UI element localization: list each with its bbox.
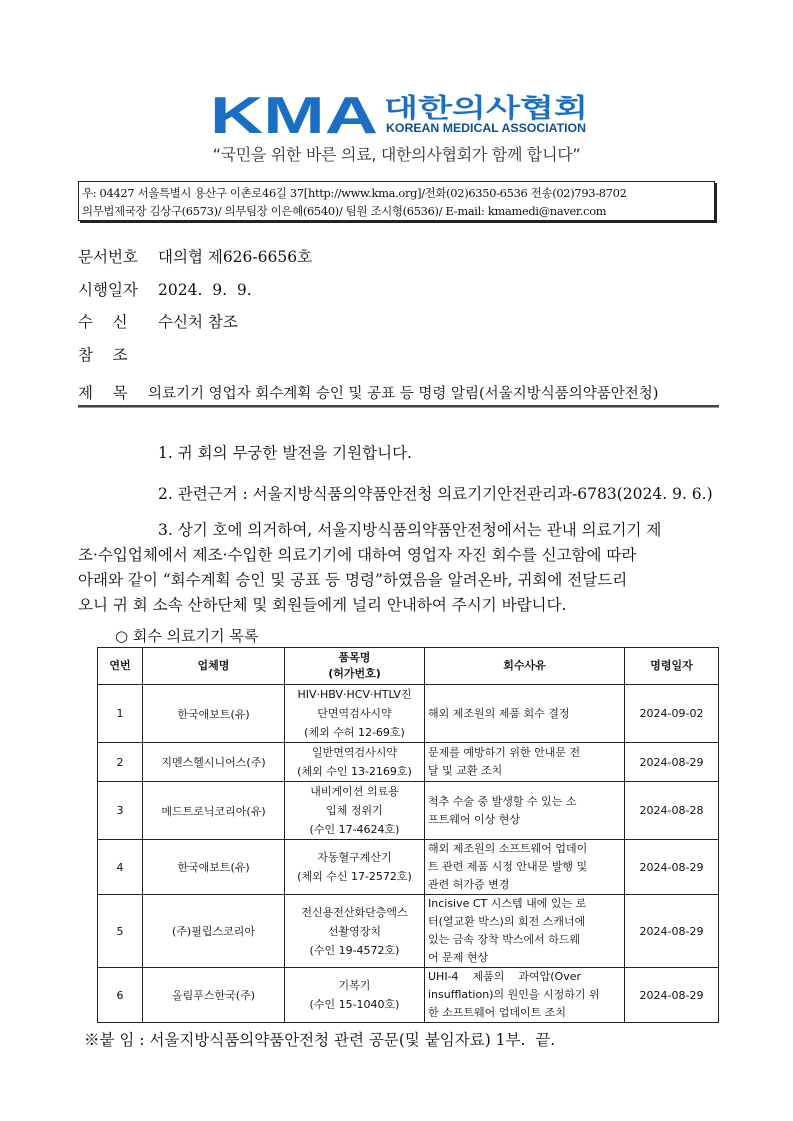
product-line: 선촬영장치 [327,924,382,938]
subject: 의료기기 영업자 회수계획 승인 및 공표 등 명령 알림(서울지방식품의약품안전청) [148,386,659,402]
table-row [98,685,719,743]
cell-no: 3 [98,782,143,840]
cell-no: 6 [98,968,143,1023]
reason-line: 트 관련 제품 시정 안내문 발행 및 [428,860,588,873]
cell-company: 한국애보트(유) [143,840,285,895]
doc-number-row [78,245,312,267]
table-row [98,743,719,782]
paragraph-3-line: 오니 귀 회 소속 산하단체 및 회원들에게 널리 안내하여 주시기 바랍니다. [78,596,567,614]
cc-row [78,343,158,365]
cell-date: 2024-08-29 [625,968,719,1023]
date: 2024. 9. 9. [158,281,252,299]
cell-product [285,685,425,743]
attachment-note: ※붙 임 : 서울지방식품의약품안전청 관련 공문(및 붙임자료) 1부. 끝. [84,1031,556,1049]
reason-line: 해외 제조원의 소프트웨어 업데이 [428,842,588,855]
cell-company: 한국애보트(유) [143,685,285,743]
logo-korean: 대한의사협회 [384,94,535,124]
table-row [98,840,719,895]
product-line: 일반면역검사시약 [311,746,397,759]
reason-line: Incisive CT 시스템 내에 있는 로 [428,897,587,910]
reason-line: 터(열교환 박스)의 회전 스캐너에 [428,915,586,928]
recipient: 수신처 참조 [158,313,238,331]
kma-logo [210,91,590,135]
header-date: 명령일자 [625,648,719,685]
cell-reason [425,840,625,895]
header-company: 업체명 [143,648,285,685]
cell-no: 4 [98,840,143,895]
product-line: (수인 19-4572호) [309,943,400,957]
reason-line: 한 소프트웨어 업데이트 조치 [428,1006,567,1019]
reason-line: 관련 허가증 변경 [428,878,510,891]
slogan: “국민을 위한 바른 의료, 대한의사협회가 함께 합니다” [212,145,581,164]
reason-line: insufflation)의 원인을 시정하기 위 [428,988,600,1001]
product-line: 단면역검사시약 [317,707,392,720]
reason-line: 프트웨어 이상 현상 [428,812,521,826]
reason-line: UHI-4 제품의 과여압(Over [428,970,582,983]
address-box [78,181,715,221]
paragraph-3-line: 아래와 같이 “회수계획 승인 및 공표 등 명령”하였음을 알려온바, 귀회에 전달드리 [78,571,628,589]
cell-product [285,895,425,968]
cell-product [285,782,425,840]
subject-row [78,381,658,403]
cell-date: 2024-09-02 [625,685,719,743]
reason-line: 있는 금속 장착 박스에서 하드웨 [428,933,581,946]
header-product [285,648,425,685]
table-row [98,968,719,1023]
product-line: (체외 수신 17-2572호) [297,870,412,883]
cell-reason [425,782,625,840]
header-product-name: 품목명 [338,651,371,664]
product-line: (수인 15-1040호) [309,998,400,1011]
header-no: 연번 [98,648,143,685]
table-header-row [98,648,719,685]
cell-product [285,840,425,895]
product-line: 전신용전산화단층엑스 [301,905,408,919]
cell-company: (주)필립스코리아 [143,895,285,968]
product-line: (수인 17-4624호) [309,823,400,836]
paragraph-3-line: 조·수입업체에서 제조·수입한 의료기기에 대하여 영업자 자진 회수를 신고함에 따라 [78,546,637,564]
paragraph-3-line: 3. 상기 호에 의거하여, 서울지방식품의약품안전청에서는 관내 의료기기 제 [158,521,662,539]
cell-product [285,743,425,782]
cell-no: 1 [98,685,143,743]
paragraph-1: 1. 귀 회의 무궁한 발전을 기원합니다. [158,444,412,462]
product-line: 입체 정위기 [326,804,383,817]
date-label: 시행일자 [78,281,138,299]
recipient-row [78,310,238,332]
cell-company: 지멘스헬시니어스(주) [143,743,285,782]
product-line: 기복기 [338,979,371,992]
logo-mark: KMA [210,91,378,135]
cell-no: 2 [98,743,143,782]
cell-no: 5 [98,895,143,968]
recall-table [97,647,719,1023]
subject-label: 제 목 [78,384,128,402]
product-line: (체외 수인 13-2169호) [297,765,412,778]
cell-company: 올림푸스한국(주) [143,968,285,1023]
product-line: HIV·HBV·HCV·HTLV진 [297,688,412,701]
cell-product [285,968,425,1023]
product-line: 자동혈구계산기 [317,851,392,864]
header-license: (허가번호) [328,667,381,680]
header-reason: 회수사유 [425,648,625,685]
cell-reason [425,685,625,743]
table-row [98,895,719,968]
cell-reason [425,743,625,782]
cell-reason [425,968,625,1023]
doc-number-label: 문서번호 [78,248,138,266]
address-line-2: 의무법제국장 김상구(6573)/ 의무팀장 이은혜(6540)/ 팀원 조시형(6536)/ E-mail: kmamedi@naver.com [82,204,607,218]
cell-date: 2024-08-29 [625,895,719,968]
reason-line: 달 및 교환 조치 [428,764,503,777]
list-title: ○ 회수 의료기기 목록 [115,627,259,645]
doc-number: 대의협 제626-6656호 [158,248,313,266]
reason-line: 해외 제조원의 제품 회수 결정 [428,706,570,720]
divider [78,405,719,408]
paragraph-2: 2. 관련근거 : 서울지방식품의약품안전청 의료기기안전관리과-6783(2024. 9. 6.) [158,485,713,503]
recipient-label: 수 신 [78,313,128,331]
product-line: 내비게이션 의료용 [310,785,399,798]
reason-line: 척추 수술 중 발생할 수 있는 소 [428,794,577,808]
product-line: (체외 수허 12-69호) [304,726,405,739]
cell-company: 메드트로닉코리아(유) [143,782,285,840]
cell-reason [425,895,625,968]
address-line-1: 우: 04427 서울특별시 용산구 이촌로46길 37[http://www.kma.org]/전화(02)6350-6536 전송(02)793-8702 [82,186,627,200]
reason-line: 어 문제 현상 [428,951,489,964]
logo-english: KOREAN MEDICAL ASSOCIATION [386,123,586,135]
paragraph-3 [78,518,714,618]
cc-label: 참 조 [78,346,128,364]
cell-date: 2024-08-29 [625,743,719,782]
date-row [78,278,252,300]
reason-line: 문제를 예방하기 위한 안내문 전 [428,746,581,759]
table-row [98,782,719,840]
cell-date: 2024-08-28 [625,782,719,840]
cell-date: 2024-08-29 [625,840,719,895]
